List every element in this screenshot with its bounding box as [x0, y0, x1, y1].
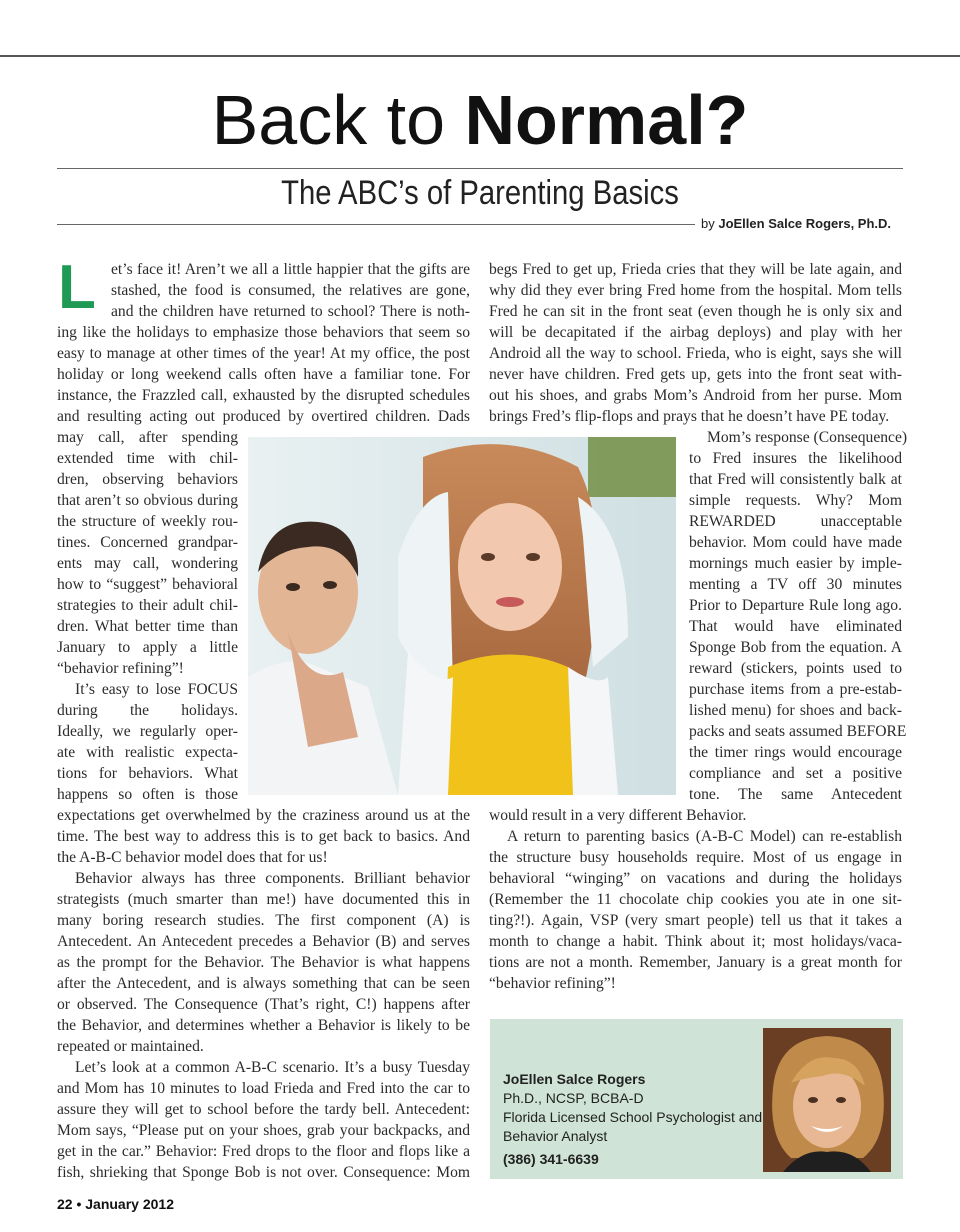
headline-bold: Normal?	[464, 81, 749, 159]
byline-rule	[57, 224, 695, 225]
text-line: begs Fred to get up, Frieda cries that they will be late again, and	[489, 261, 902, 278]
text-line: Sponge Bob from the equation. A	[689, 639, 902, 656]
text-line: It’s easy to lose FOCUS	[75, 681, 238, 698]
text-line: month to change a habit. Think about it; most holidays/vaca-	[489, 933, 902, 950]
text-line: behavioral “winging” on vacations and during the holidays	[489, 870, 902, 887]
text-line: tone. The same Antecedent	[689, 786, 902, 803]
text-line: ents may call, wondering	[57, 555, 238, 572]
text-line: January to apply a little	[57, 639, 238, 656]
text-line: easy to manage at other times of the year! At my office, the post	[57, 345, 470, 362]
author-bio	[503, 1070, 763, 1169]
text-line: dren, observing behaviors	[57, 471, 238, 488]
headline-light: Back to	[211, 81, 465, 159]
article-photo	[248, 437, 676, 795]
text-line: lished menu) for shoes and back-	[689, 702, 902, 719]
text-line: or observed. The Consequence (That’s right, C!) happens after	[57, 996, 470, 1013]
text-line: the structure of weekly rou-	[57, 513, 238, 530]
subtitle: The ABC’s of Parenting Basics	[281, 174, 679, 212]
text-line: A return to parenting basics (A-B-C Model) can re-establish	[507, 828, 902, 845]
text-line: Android all the way to school. Frieda, who is eight, says she will	[489, 345, 902, 362]
text-line: ting?!). Again, VSP (very smart people) tell us that it takes a	[489, 912, 902, 929]
text-line: tines. Concerned grandpar-	[57, 534, 238, 551]
text-line: and Mom has 10 minutes to load Frieda and Fred into the car to	[57, 1080, 470, 1097]
text-line: stashed, the food is consumed, the relatives are gone,	[111, 282, 470, 299]
text-line: Mom’s response (Consequence)	[707, 429, 908, 446]
text-line: to Fred insures the likelihood	[689, 450, 902, 467]
text-line: would result in a very different Behavior.	[489, 807, 747, 824]
text-line: holiday or long weekend calls often have a familiar tone. For	[57, 366, 470, 383]
text-line: why did they ever bring Fred home from the hospital. Mom tells	[489, 282, 902, 299]
author-photo	[763, 1028, 891, 1172]
text-line: Let’s look at a common A-B-C scenario. It’s a busy Tuesday	[75, 1059, 470, 1076]
text-line: will be decapitated if the airbag deploys) and play with her	[489, 324, 902, 341]
text-line: brings Fred’s flip-flops and prays that he doesn’t have PE today.	[489, 408, 890, 425]
bio-phone: (386) 341-6639	[503, 1151, 599, 1167]
text-line: ate with realistic expecta-	[57, 744, 238, 761]
page-footer: 22 • January 2012	[57, 1196, 174, 1212]
left-column-top	[57, 253, 470, 427]
text-line: et’s face it! Aren’t we all a little happier that the gifts are	[111, 261, 470, 278]
text-line: the timer rings would encourage	[689, 744, 902, 761]
text-line: simple requests. Why? Mom	[689, 492, 902, 509]
right-column-narrow	[689, 427, 908, 805]
bio-name: JoEllen Salce Rogers	[503, 1071, 646, 1087]
text-line: happens so often is those	[57, 786, 238, 803]
drop-cap: L	[58, 253, 96, 322]
text-line: how to “suggest” behavioral	[57, 576, 238, 593]
byline-prefix: by	[701, 216, 719, 231]
text-line: and resulting acting out produced by overtired children. Dads	[57, 408, 470, 425]
text-line: behavior. Mom could have made	[689, 534, 902, 551]
text-line: may call, after spending	[57, 429, 238, 446]
text-line: strategists (much smarter than me!) have documented this in	[57, 891, 470, 908]
text-line: expectations get overwhelmed by the craziness around us at the	[57, 807, 470, 824]
text-line: Antecedent. An Antecedent precedes a Behavior (B) and serves	[57, 933, 470, 950]
right-column-top	[489, 259, 902, 427]
left-column-narrow	[57, 427, 238, 805]
subtitle-rule	[57, 168, 903, 169]
text-line: after the Antecedent, and is always something that can be seen	[57, 975, 470, 992]
headline	[0, 78, 960, 162]
text-line: assure they will get to school before the tardy bell. Antecedent:	[57, 1101, 470, 1118]
bio-credentials: Ph.D., NCSP, BCBA-D	[503, 1090, 644, 1106]
text-line: purchase items from a pre-estab-	[689, 681, 902, 698]
text-line: Mom says, “Please put on your shoes, grab your backpacks, and	[57, 1122, 470, 1139]
text-line: Prior to Departure Rule long ago.	[689, 597, 902, 614]
byline-author: JoEllen Salce Rogers, Ph.D.	[718, 216, 892, 231]
text-line: (Remember the 11 chocolate chip cookies you ate in one sit-	[489, 891, 902, 908]
text-line: extended time with chil-	[57, 450, 238, 467]
text-line: during the holidays.	[57, 702, 238, 719]
text-line: many boring research studies. The first component (A) is	[57, 912, 470, 929]
text-line: compliance and set a positive	[689, 765, 902, 782]
text-line: instance, the Frazzled call, exhausted by the disrupted schedules	[57, 387, 470, 404]
byline	[701, 216, 911, 231]
bio-title-line1: Florida Licensed School Psychologist and	[503, 1109, 763, 1125]
text-line: Behavior always has three components. Brilliant behavior	[75, 870, 470, 887]
text-line: repeated or maintained.	[57, 1038, 204, 1055]
text-line: ing like the holidays to emphasize those behaviors that seem so	[57, 324, 470, 341]
text-line: that aren’t so obvious during	[57, 492, 238, 509]
text-line: fish, shrieking that Sponge Bob is not over. Consequence: Mom	[57, 1164, 470, 1181]
right-column-bottom	[489, 805, 902, 994]
text-line: packs and seats assumed BEFORE	[689, 723, 907, 740]
text-line: reward (stickers, points used to	[689, 660, 902, 677]
text-line: REWARDED unacceptable	[689, 513, 902, 530]
text-line: strategies to their adult chil-	[57, 597, 238, 614]
text-line: dren. What better time than	[57, 618, 238, 635]
bio-title-line2: Behavior Analyst	[503, 1128, 608, 1144]
text-line: the A-B-C behavior model does that for us!	[57, 849, 328, 866]
text-line: tions for behaviors. What	[57, 765, 238, 782]
text-line: and the children have returned to school? There is noth-	[111, 303, 470, 320]
text-line: get in the car.” Behavior: Fred drops to the floor and flops like a	[57, 1143, 470, 1160]
text-line: the Behavior, and determines whether a Behavior is likely to be	[57, 1017, 470, 1034]
text-line: that Fred will consistently balk at	[689, 471, 902, 488]
text-line: That would have eliminated	[689, 618, 902, 635]
text-line: tions are not a month. Remember, January is a great month for	[489, 954, 902, 971]
text-line: “behavior refining”!	[489, 975, 616, 992]
text-line: out his shoes, and grabs Mom’s Android from her purse. Mom	[489, 387, 902, 404]
text-line: menting a TV off 30 minutes	[689, 576, 902, 593]
top-rule	[0, 55, 960, 57]
text-line: never have children. Fred gets up, gets into the front seat with-	[489, 366, 902, 383]
text-line: Fred he can sit in the front seat (even though he is only six and	[489, 303, 902, 320]
text-line: Ideally, we regularly oper-	[57, 723, 238, 740]
text-line: “behavior refining”!	[57, 660, 184, 677]
text-line: time. The best way to address this is to get back to basics. And	[57, 828, 470, 845]
text-line: mornings much easier by imple-	[689, 555, 902, 572]
text-line: the structure busy households require. Most of us engage in	[489, 849, 902, 866]
left-column-bottom	[57, 805, 470, 1183]
text-line: as the prompt for the Behavior. The Behavior is what happens	[57, 954, 470, 971]
